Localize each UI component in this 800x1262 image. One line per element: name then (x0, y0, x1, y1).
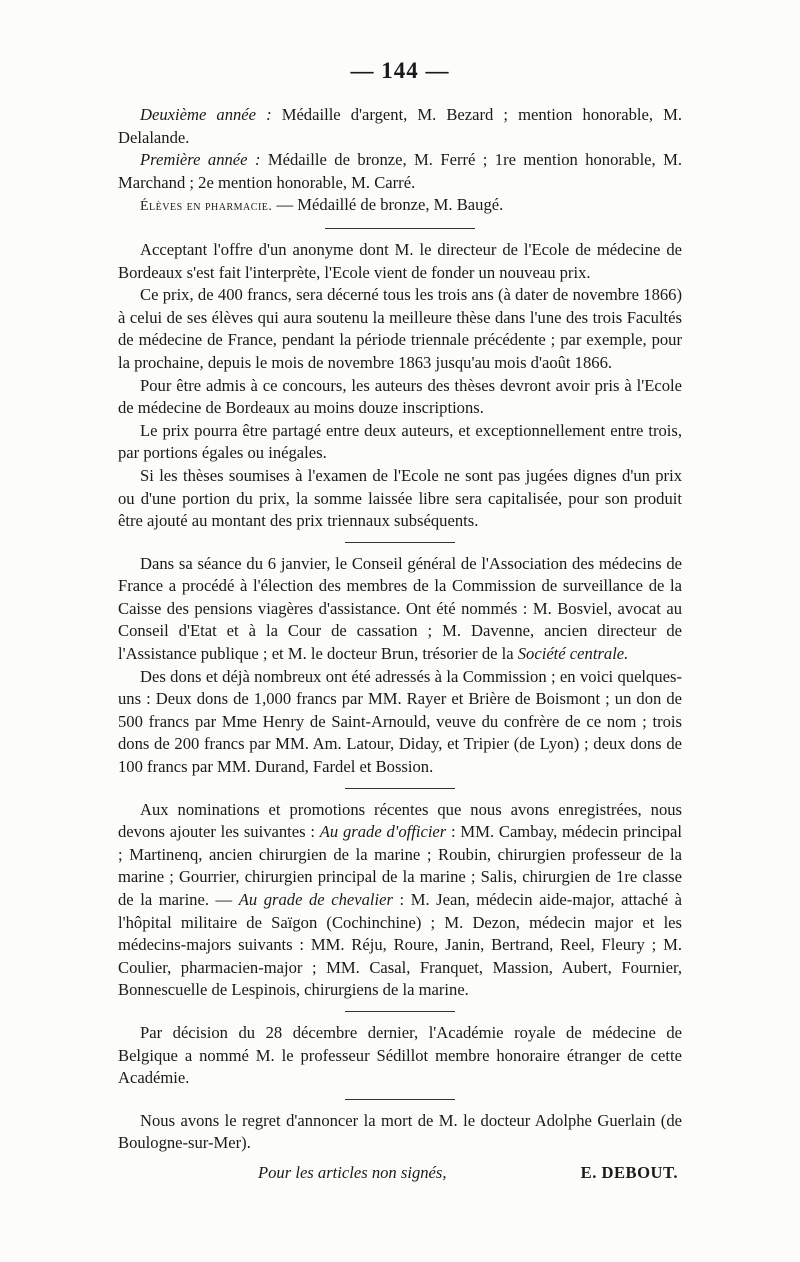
page-number: — 144 — (350, 58, 450, 83)
nominations-text: Aux nominations et promotions récentes que nous avons enregistrées, nous devons ajouter les suivantes : (118, 799, 682, 842)
award-text: Médaille de bronze, M. Ferré ; 1re mention honorable, M. Marchand ; 2e mention honorable, M. Carré. (118, 150, 683, 192)
prix-paragraph-5: Si les thèses soumises à l'examen de l'Ecole ne sont pas jugées dignes d'un prix ou d'une portion du prix, la somme laissée libre sera capitalisée, pour son produit être ajouté au montant des prix triennaux subséquents. (118, 465, 682, 531)
nominations-text: : M. Jean, médecin aide-major, attaché à l'hôpital militaire de Saïgon (Cochinchine) ; M. Dezon, médecin major et les médecins-majors suivants : MM. Réju, Roure, Janin, Bertrand, Reel, Fleury ; M. Coulier, pharmacien-major ; MM. Casal, Franquet, Massion, Aubert, Fournier, Bonnescuelle de Lespinois, chirurgiens de la marine. (118, 890, 682, 1000)
association-text: Dans sa séance du 6 janvier, le Conseil général de l'Association des médecins de France a procédé à l'élection des membres de la Commission de surveillance de la Caisse des pensions viagères d'assistance. Ont été nommés : M. Bosviel, avocat au Conseil d'Etat et à la Cour de cassation ; M. Davenne, ancien directeur de l'Assistance publique ; et M. le docteur Brun, trésorier de la (118, 553, 682, 664)
section-divider (345, 542, 455, 543)
grade-officier: Au grade d'officier (319, 822, 447, 842)
grade-chevalier: Au grade de chevalier (238, 890, 393, 909)
section-divider (325, 228, 475, 229)
award-label: Élèves en pharmacie. (140, 199, 273, 215)
societe-centrale: Société centrale. (517, 644, 629, 664)
prix-paragraph-2: Ce prix, de 400 francs, sera décerné tous les trois ans (à dater de novembre 1866) à celui de ses élèves qui aura soutenu la meilleure thèse dans l'une des trois Facultés de médecine de France, pendant la période triennale précédente ; par exemple, pour la prochaine, depuis le mois de novembre 1863 jusqu'au mois d'août 1866. (118, 285, 682, 372)
section-divider (345, 788, 455, 789)
signature-note: Pour les articles non signés, (258, 1162, 447, 1182)
award-text: — Médaillé de bronze, M. Baugé. (272, 195, 504, 215)
award-label: Deuxième année : (140, 105, 272, 124)
signature-line (118, 1163, 682, 1183)
prix-paragraph-1: Acceptant l'offre d'un anonyme dont M. le directeur de l'Ecole de médecine de Bordeaux s'est fait l'interprète, l'Ecole vient de fonder un nouveau prix. (118, 239, 682, 282)
association-paragraph-2: Des dons et déjà nombreux ont été adressés à la Commission ; en voici quelques-uns : Deux dons de 1,000 francs par MM. Rayer et Brière de Boismont ; un don de 500 francs par Mme Henry de Saint-Arnould, veuve du confrère de ce nom ; trois dons de 200 francs par MM. Am. Latour, Diday, et Tripier (de Lyon) ; deux dons de 100 francs par MM. Durand, Fardel et Bossion. (118, 666, 682, 777)
award-label: Première année : (140, 150, 261, 170)
academie-paragraph: Par décision du 28 décembre dernier, l'Académie royale de médecine de Belgique a nommé M. le professeur Sédillot membre honoraire étranger de cette Académie. (118, 1022, 682, 1088)
deces-paragraph: Nous avons le regret d'annoncer la mort de M. le docteur Adolphe Guerlain (de Boulogne-sur-Mer). (118, 1110, 682, 1153)
signature-author: E. DEBOUT. (580, 1162, 678, 1182)
prix-paragraph-4: Le prix pourra être partagé entre deux auteurs, et exceptionnellement entre trois, par portions égales ou inégales. (118, 420, 682, 463)
award-premiere-annee (118, 149, 682, 194)
nominations-text: : MM. Cambay, médecin principal ; Martinenq, ancien chirurgien de la marine ; Roubin, chirurgien professeur de la marine ; Gourrier, chirurgien principal de la marine ; Salis, chirurgien de 1re classe de la marine. — (118, 822, 682, 909)
section-divider (345, 1099, 455, 1100)
award-eleves-pharmacie (118, 194, 682, 219)
award-deuxieme-annee (118, 104, 682, 149)
section-divider (345, 1011, 455, 1012)
award-text: Médaille d'argent, M. Bezard ; mention honorable, M. Delalande. (118, 105, 683, 147)
nominations-paragraph (118, 799, 682, 1002)
association-paragraph-1 (118, 553, 682, 666)
prix-paragraph-3: Pour être admis à ce concours, les auteurs des thèses devront avoir pris à l'Ecole de médecine de Bordeaux au moins douze inscriptions. (118, 375, 682, 418)
